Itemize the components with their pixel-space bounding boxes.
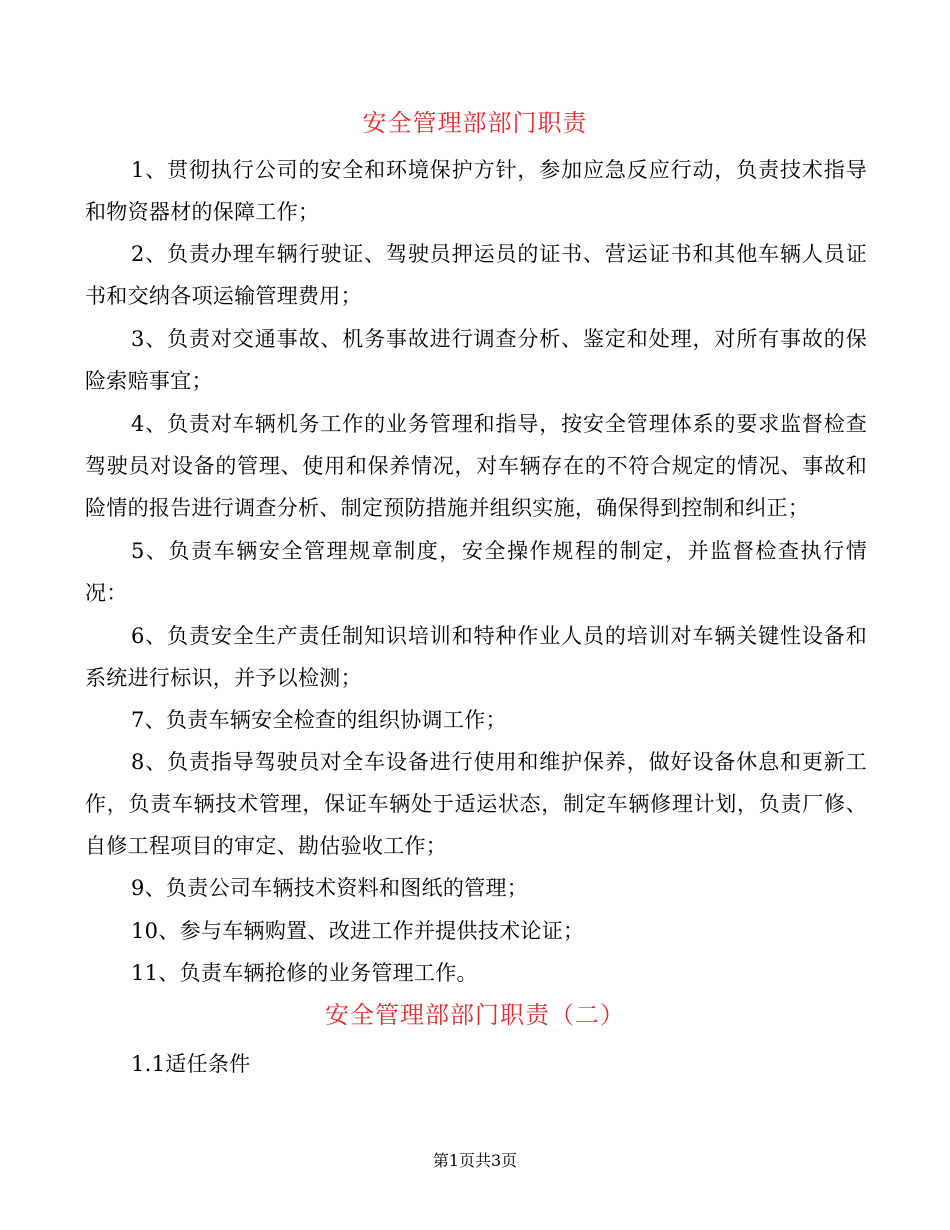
duty-item-1: 1、贯彻执行公司的安全和环境保护方针，参加应急反应行动，负责技术指导和物资器材的保障工作； bbox=[85, 158, 867, 224]
duty-item-2: 2、负责办理车辆行驶证、驾驶员押运员的证书、营运证书和其他车辆人员证书和交纳各项运输管理费用； bbox=[85, 242, 867, 308]
duty-item-6: 6、负责安全生产责任制知识培训和特种作业人员的培训对车辆关键性设备和系统进行标识，并予以检测； bbox=[85, 624, 867, 690]
document-title: 安全管理部部门职责 bbox=[362, 109, 588, 137]
document-title-part-2: 安全管理部部门职责（二） bbox=[325, 1001, 625, 1029]
duty-item-10: 10、参与车辆购置、改进工作并提供技术论证； bbox=[131, 919, 585, 943]
duty-item-7: 7、负责车辆安全检查的组织协调工作； bbox=[131, 708, 507, 732]
duty-item-4: 4、负责对车辆机务工作的业务管理和指导，按安全管理体系的要求监督检查驾驶员对设备的管理、使用和保养情况，对车辆存在的不符合规定的情况、事故和险情的报告进行调查分析、制定预防措施并组织实施，确保得到控制和纠正； bbox=[85, 412, 867, 520]
section-heading: 1.1适任条件 bbox=[131, 1052, 251, 1076]
duty-item-8: 8、负责指导驾驶员对全车设备进行使用和维护保养，做好设备休息和更新工作，负责车辆技术管理，保证车辆处于适运状态，制定车辆修理计划，负责厂修、自修工程项目的审定、勘估验收工作； bbox=[85, 750, 867, 858]
page-footer: 第1页共3页 bbox=[432, 1151, 518, 1170]
duty-item-11: 11、负责车辆抢修的业务管理工作。 bbox=[131, 961, 478, 985]
duty-item-9: 9、负责公司车辆技术资料和图纸的管理； bbox=[131, 876, 529, 900]
duty-item-3: 3、负责对交通事故、机务事故进行调查分析、鉴定和处理，对所有事故的保险索赔事宜； bbox=[85, 327, 867, 393]
duty-item-5: 5、负责车辆安全管理规章制度，安全操作规程的制定，并监督检查执行情况： bbox=[85, 539, 867, 605]
